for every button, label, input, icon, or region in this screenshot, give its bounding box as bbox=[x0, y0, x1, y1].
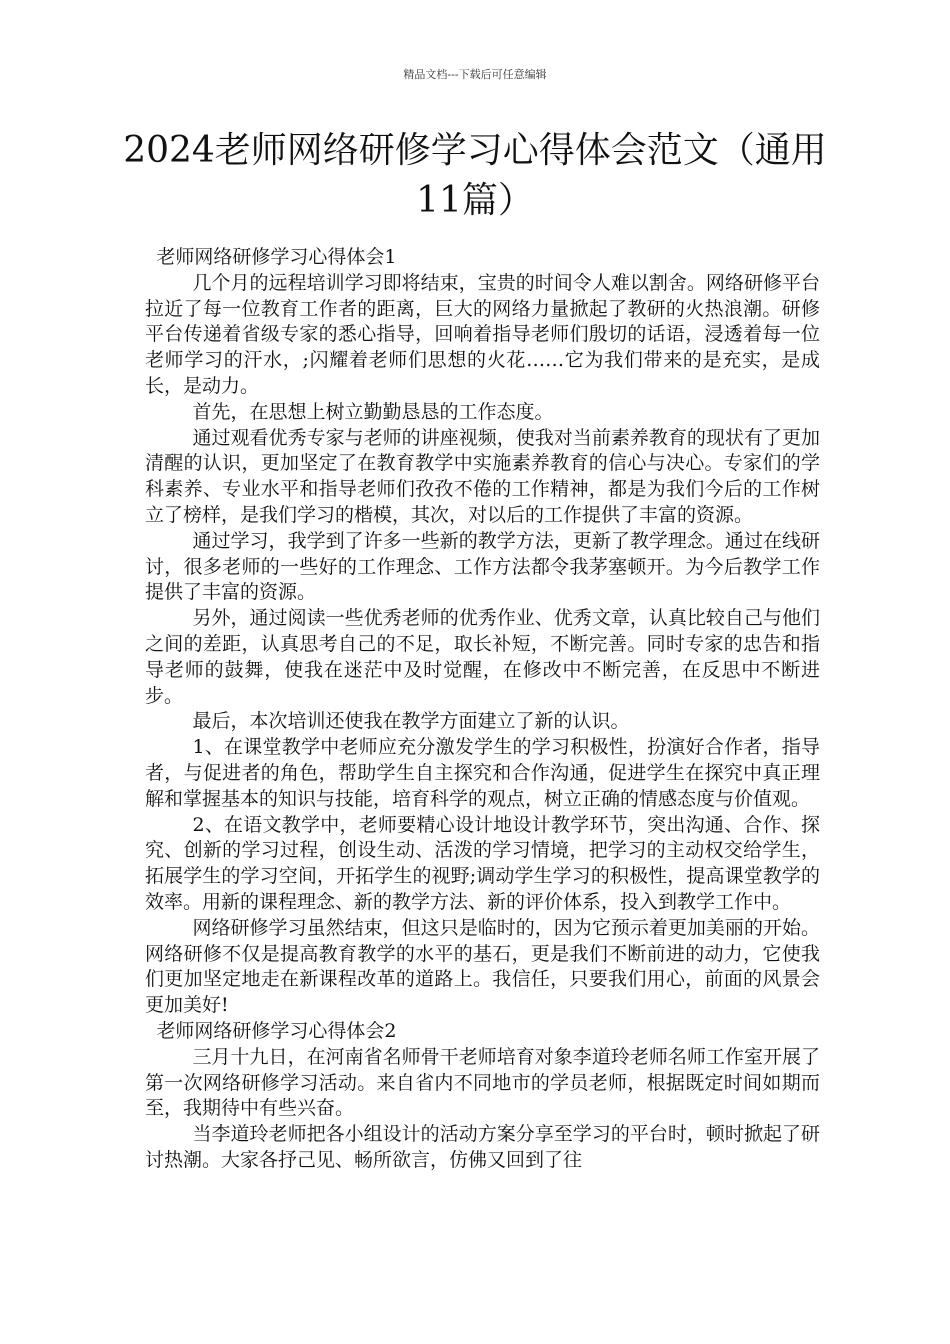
paragraph: 三月十九日，在河南省名师骨干老师培育对象李道玲老师名师工作室开展了第一次网络研修学习活动。来自省内不同地市的学员老师，根据既定时间如期而至，我期待中有些兴奋。 bbox=[145, 1045, 820, 1120]
paragraph: 网络研修学习虽然结束，但这只是临时的，因为它预示着更加美丽的开始。网络研修不仅是提高教育教学的水平的基石，更是我们不断前进的动力，它使我们更加坚定地走在新课程改革的道路上。我信任，只要我们用心，前面的风景会更加美好! bbox=[145, 916, 820, 1017]
paragraph: 当李道玲老师把各小组设计的活动方案分享至学习的平台时，顿时掀起了研讨热潮。大家各抒己见、畅所欲言，仿佛又回到了往 bbox=[145, 1123, 820, 1171]
header-note: 精品文档---下载后可任意编辑 bbox=[403, 68, 547, 81]
paragraph: 另外，通过阅读一些优秀老师的优秀作业、优秀文章，认真比较自己与他们之间的差距，认真思考自己的不足，取长补短，不断完善。同时专家的忠告和指导老师的鼓舞，使我在迷茫中及时觉醒，在修改中不断完善，在反思中不断进步。 bbox=[145, 607, 820, 707]
paragraph: 几个月的远程培训学习即将结束，宝贵的时间令人难以割舍。网络研修平台拉近了每一位教育工作者的距离，巨大的网络力量掀起了教研的火热浪潮。研修平台传递着省级专家的悉心指导，回响着指导老师们殷切的话语，浸透着每一位老师学习的汗水，;闪耀着老师们思想的火花……它为我们带来的是充实，是成长，是动力。 bbox=[145, 271, 820, 397]
paragraph: 2、在语文教学中，老师要精心设计地设计教学环节，突出沟通、合作、探究、创新的学习过程，创设生动、活泼的学习情境，把学习的主动权交给学生，拓展学生的学习空间，开拓学生的视野;调动学生学习的积极性，提高课堂教学的效率。用新的课程理念、新的教学方法、新的评价体系，投入到教学工作中。 bbox=[145, 813, 820, 913]
paragraph: 最后，本次培训还使我在教学方面建立了新的认识。 bbox=[192, 710, 630, 733]
document-body bbox=[145, 245, 820, 1174]
section-heading: 老师网络研修学习心得体会1 bbox=[156, 246, 397, 268]
paragraph: 首先，在思想上树立勤勤恳恳的工作态度。 bbox=[192, 400, 554, 423]
paragraph: 通过学习，我学到了许多一些新的教学方法，更新了教学理念。通过在线研讨，很多老师的一些好的工作理念、工作方法都令我茅塞顿开。为今后教学工作提供了丰富的资源。 bbox=[145, 529, 820, 604]
paragraph: 通过观看优秀专家与老师的讲座视频，使我对当前素养教育的现状有了更加清醒的认识，更加坚定了在教育教学中实施素养教育的信心与决心。专家们的学科素养、专业水平和指导老师们孜孜不倦的工作精神，都是为我们今后的工作树立了榜样，是我们学习的楷模，其次，对以后的工作提供了丰富的资源。 bbox=[145, 426, 820, 526]
paragraph: 1、在课堂教学中老师应充分激发学生的学习积极性，扮演好合作者，指导者，与促进者的角色，帮助学生自主探究和合作沟通，促进学生在探究中真正理解和掌握基本的知识与技能，培育科学的观点，树立正确的情感态度与价值观。 bbox=[145, 736, 820, 810]
document-title: 2024老师网络研修学习心得体会范文（通用11篇） bbox=[123, 130, 827, 221]
section-heading: 老师网络研修学习心得体会2 bbox=[156, 1019, 397, 1042]
